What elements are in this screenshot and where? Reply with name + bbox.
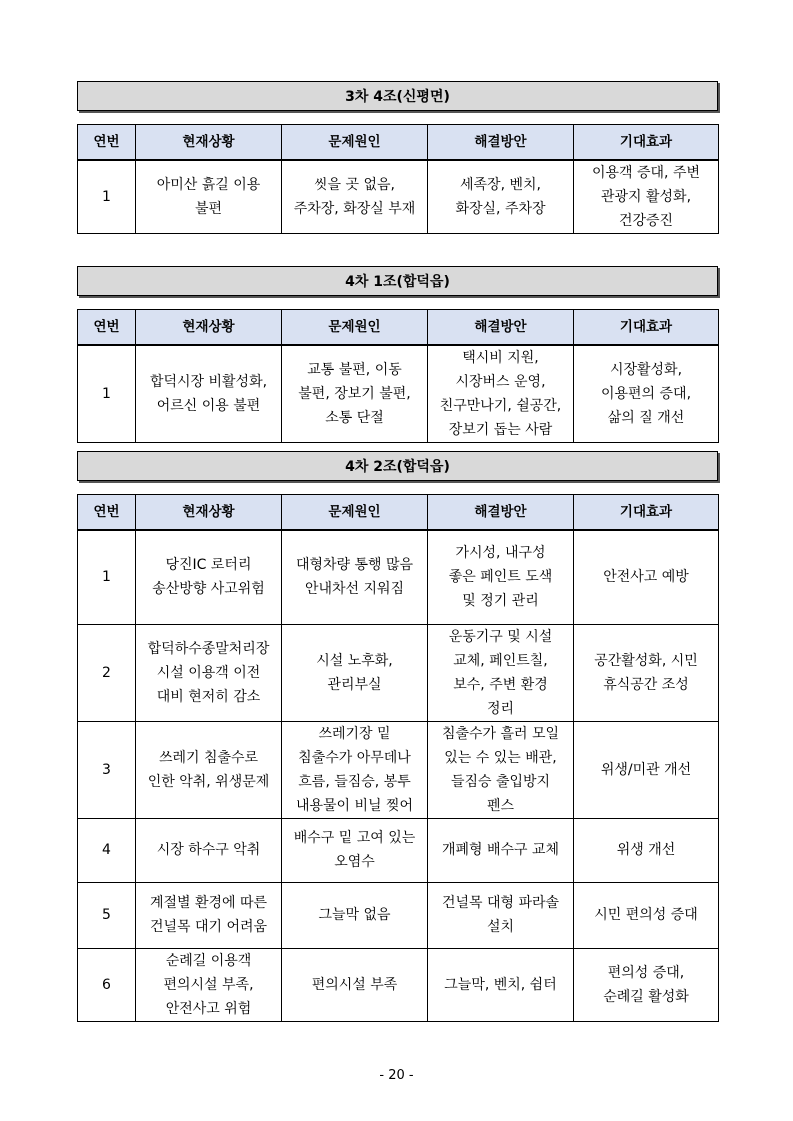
header-situation: 현재상황: [136, 125, 282, 161]
table-row: [78, 624, 719, 721]
cell-effect: 편의성 증대, 순례길 활성화: [574, 948, 719, 1021]
cell-effect: 시민 편의성 증대: [574, 882, 719, 948]
cell-situation: 합덕시장 비활성화, 어르신 이용 불편: [136, 345, 282, 443]
cell-no: 4: [78, 818, 136, 882]
cell-effect: 시장활성화, 이용편의 증대, 삶의 질 개선: [574, 345, 719, 443]
section-table-2: [77, 309, 719, 443]
cell-solution: 개폐형 배수구 교체: [428, 818, 574, 882]
section-title-1: 3차 4조(신평면): [77, 81, 718, 111]
cell-effect: 위생/미관 개선: [574, 721, 719, 818]
cell-solution: 침출수가 흘러 모일 있는 수 있는 배관, 들짐승 출입방지 펜스: [428, 721, 574, 818]
cell-no: 3: [78, 721, 136, 818]
header-effect: 기대효과: [574, 495, 719, 531]
cell-situation: 아미산 흙길 이용 불편: [136, 160, 282, 234]
header-situation: 현재상황: [136, 495, 282, 531]
cell-cause: 그늘막 없음: [282, 882, 428, 948]
cell-cause: 편의시설 부족: [282, 948, 428, 1021]
header-row: [78, 495, 719, 531]
header-solution: 해결방안: [428, 310, 574, 346]
cell-no: 1: [78, 530, 136, 624]
section-table-1: [77, 124, 719, 234]
cell-solution: 세족장, 벤치, 화장실, 주차장: [428, 160, 574, 234]
cell-situation: 계절별 환경에 따른 건널목 대기 어려움: [136, 882, 282, 948]
table-row: [78, 948, 719, 1021]
cell-cause: 교통 불편, 이동 불편, 장보기 불편, 소통 단절: [282, 345, 428, 443]
cell-solution: 택시비 지원, 시장버스 운영, 친구만나기, 쉴공간, 장보기 돕는 사람: [428, 345, 574, 443]
cell-situation: 당진IC 로터리 송산방향 사고위험: [136, 530, 282, 624]
header-situation: 현재상황: [136, 310, 282, 346]
cell-solution: 건널목 대형 파라솔 설치: [428, 882, 574, 948]
header-effect: 기대효과: [574, 310, 719, 346]
cell-solution: 가시성, 내구성 좋은 페인트 도색 및 정기 관리: [428, 530, 574, 624]
cell-no: 1: [78, 160, 136, 234]
cell-no: 2: [78, 624, 136, 721]
header-row: [78, 125, 719, 161]
table-row: [78, 345, 719, 443]
section-title-3: 4차 2조(합덕읍): [77, 451, 718, 481]
cell-cause: 시설 노후화, 관리부실: [282, 624, 428, 721]
table-row: [78, 530, 719, 624]
cell-effect: 이용객 증대, 주변 관광지 활성화, 건강증진: [574, 160, 719, 234]
header-solution: 해결방안: [428, 125, 574, 161]
cell-cause: 쓰레기장 밑 침출수가 아무데나 흐름, 들짐승, 봉투 내용물이 비닐 찢어: [282, 721, 428, 818]
cell-solution: 운동기구 및 시설 교체, 페인트칠, 보수, 주변 환경 정리: [428, 624, 574, 721]
cell-solution: 그늘막, 벤치, 쉼터: [428, 948, 574, 1021]
page-number: - 20 -: [379, 1068, 414, 1083]
section-table-3: [77, 494, 719, 1022]
cell-no: 6: [78, 948, 136, 1021]
cell-situation: 시장 하수구 악취: [136, 818, 282, 882]
cell-cause: 씻을 곳 없음, 주차장, 화장실 부재: [282, 160, 428, 234]
table-row: [78, 882, 719, 948]
cell-situation: 합덕하수종말처리장 시설 이용객 이전 대비 현저히 감소: [136, 624, 282, 721]
cell-no: 1: [78, 345, 136, 443]
cell-no: 5: [78, 882, 136, 948]
header-effect: 기대효과: [574, 125, 719, 161]
cell-effect: 안전사고 예방: [574, 530, 719, 624]
header-cause: 문제원인: [282, 125, 428, 161]
header-solution: 해결방안: [428, 495, 574, 531]
cell-situation: 쓰레기 침출수로 인한 악취, 위생문제: [136, 721, 282, 818]
header-cause: 문제원인: [282, 495, 428, 531]
table-row: [78, 160, 719, 234]
table-row: [78, 721, 719, 818]
header-no: 연번: [78, 125, 136, 161]
header-cause: 문제원인: [282, 310, 428, 346]
header-no: 연번: [78, 495, 136, 531]
section-title-2: 4차 1조(합덕읍): [77, 266, 718, 296]
table-row: [78, 818, 719, 882]
cell-effect: 공간활성화, 시민 휴식공간 조성: [574, 624, 719, 721]
header-row: [78, 310, 719, 346]
cell-cause: 대형차량 통행 많음 안내차선 지워짐: [282, 530, 428, 624]
cell-cause: 배수구 밑 고여 있는 오염수: [282, 818, 428, 882]
header-no: 연번: [78, 310, 136, 346]
cell-effect: 위생 개선: [574, 818, 719, 882]
cell-situation: 순례길 이용객 편의시설 부족, 안전사고 위험: [136, 948, 282, 1021]
